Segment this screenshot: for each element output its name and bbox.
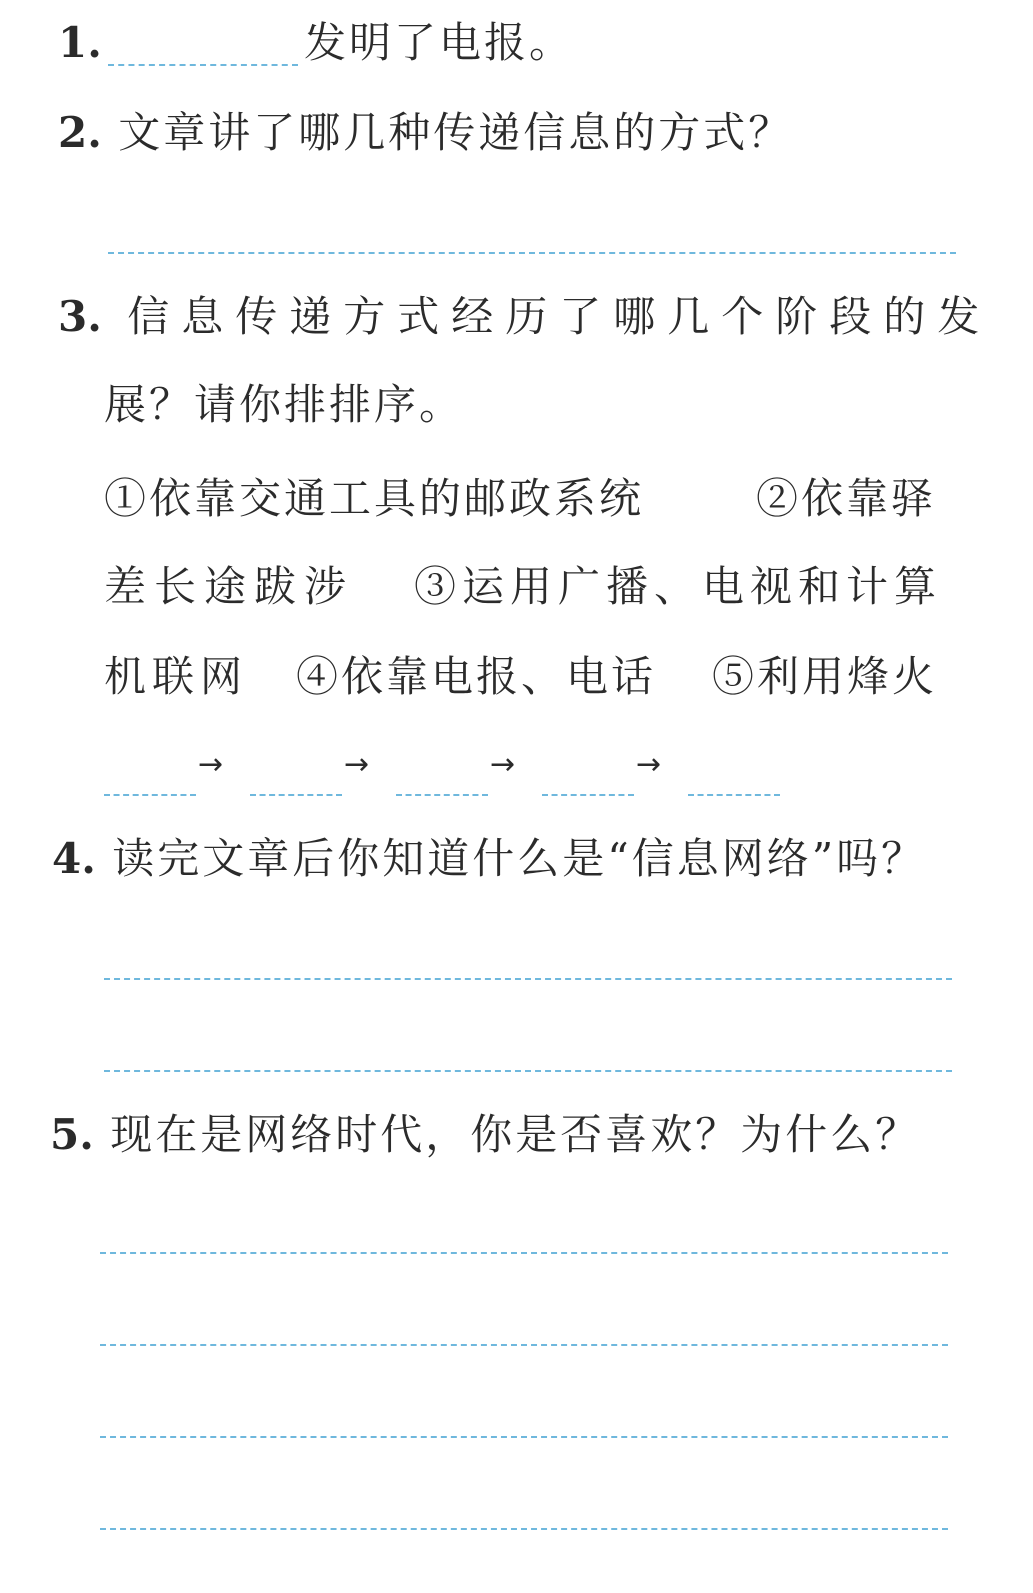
question-text: 现在是网络时代，你是否喜欢？为什么？: [110, 1110, 921, 1159]
order-blank-3[interactable]: [396, 794, 488, 796]
question-2: [58, 108, 794, 157]
q1-answer-blank[interactable]: [108, 64, 298, 66]
q5-answer-line-2[interactable]: [100, 1344, 948, 1346]
option-2-start: ②依靠驿: [756, 474, 937, 523]
option-5: ⑤利用烽火: [712, 652, 938, 701]
question-number: 2.: [58, 108, 102, 157]
question-text: 信息传递方式经历了哪几个阶段的发: [127, 292, 992, 341]
arrow-right-icon: →: [636, 747, 662, 782]
q5-answer-line-4[interactable]: [100, 1528, 948, 1530]
q5-answer-line-1[interactable]: [100, 1252, 948, 1254]
arrow-right-icon: →: [490, 747, 516, 782]
order-blank-2[interactable]: [250, 794, 342, 796]
option-4: ④依靠电报、电话: [296, 652, 657, 701]
arrow-right-icon: →: [198, 747, 224, 782]
question-3: [58, 292, 992, 341]
option-3-end: 机联网: [104, 652, 249, 701]
q5-answer-line-3[interactable]: [100, 1436, 948, 1438]
question-1: [58, 18, 102, 67]
option-3: ③运用广播、电视和计算: [414, 562, 943, 611]
question-text: 文章讲了哪几种传递信息的方式？: [118, 108, 794, 157]
order-blank-1[interactable]: [104, 794, 196, 796]
question-number: 4.: [52, 834, 96, 883]
option-2-end: 差长途跋涉: [104, 562, 355, 611]
order-blank-5[interactable]: [688, 794, 780, 796]
arrow-right-icon: →: [344, 747, 370, 782]
question-number: 3.: [58, 292, 102, 341]
question-text: 读完文章后你知道什么是“信息网络”吗？: [112, 834, 927, 883]
question-5: [50, 1110, 921, 1159]
option-1: ①依靠交通工具的邮政系统: [104, 474, 645, 523]
q4-answer-line-1[interactable]: [104, 978, 952, 980]
question-number: 5.: [50, 1110, 94, 1159]
question-1-text: 发明了电报。: [304, 18, 575, 67]
question-3-line2: 展？请你排排序。: [104, 380, 465, 429]
question-4: [52, 834, 927, 883]
question-number: 1.: [58, 18, 102, 67]
q2-answer-line[interactable]: [108, 252, 956, 254]
q4-answer-line-2[interactable]: [104, 1070, 952, 1072]
order-blank-4[interactable]: [542, 794, 634, 796]
